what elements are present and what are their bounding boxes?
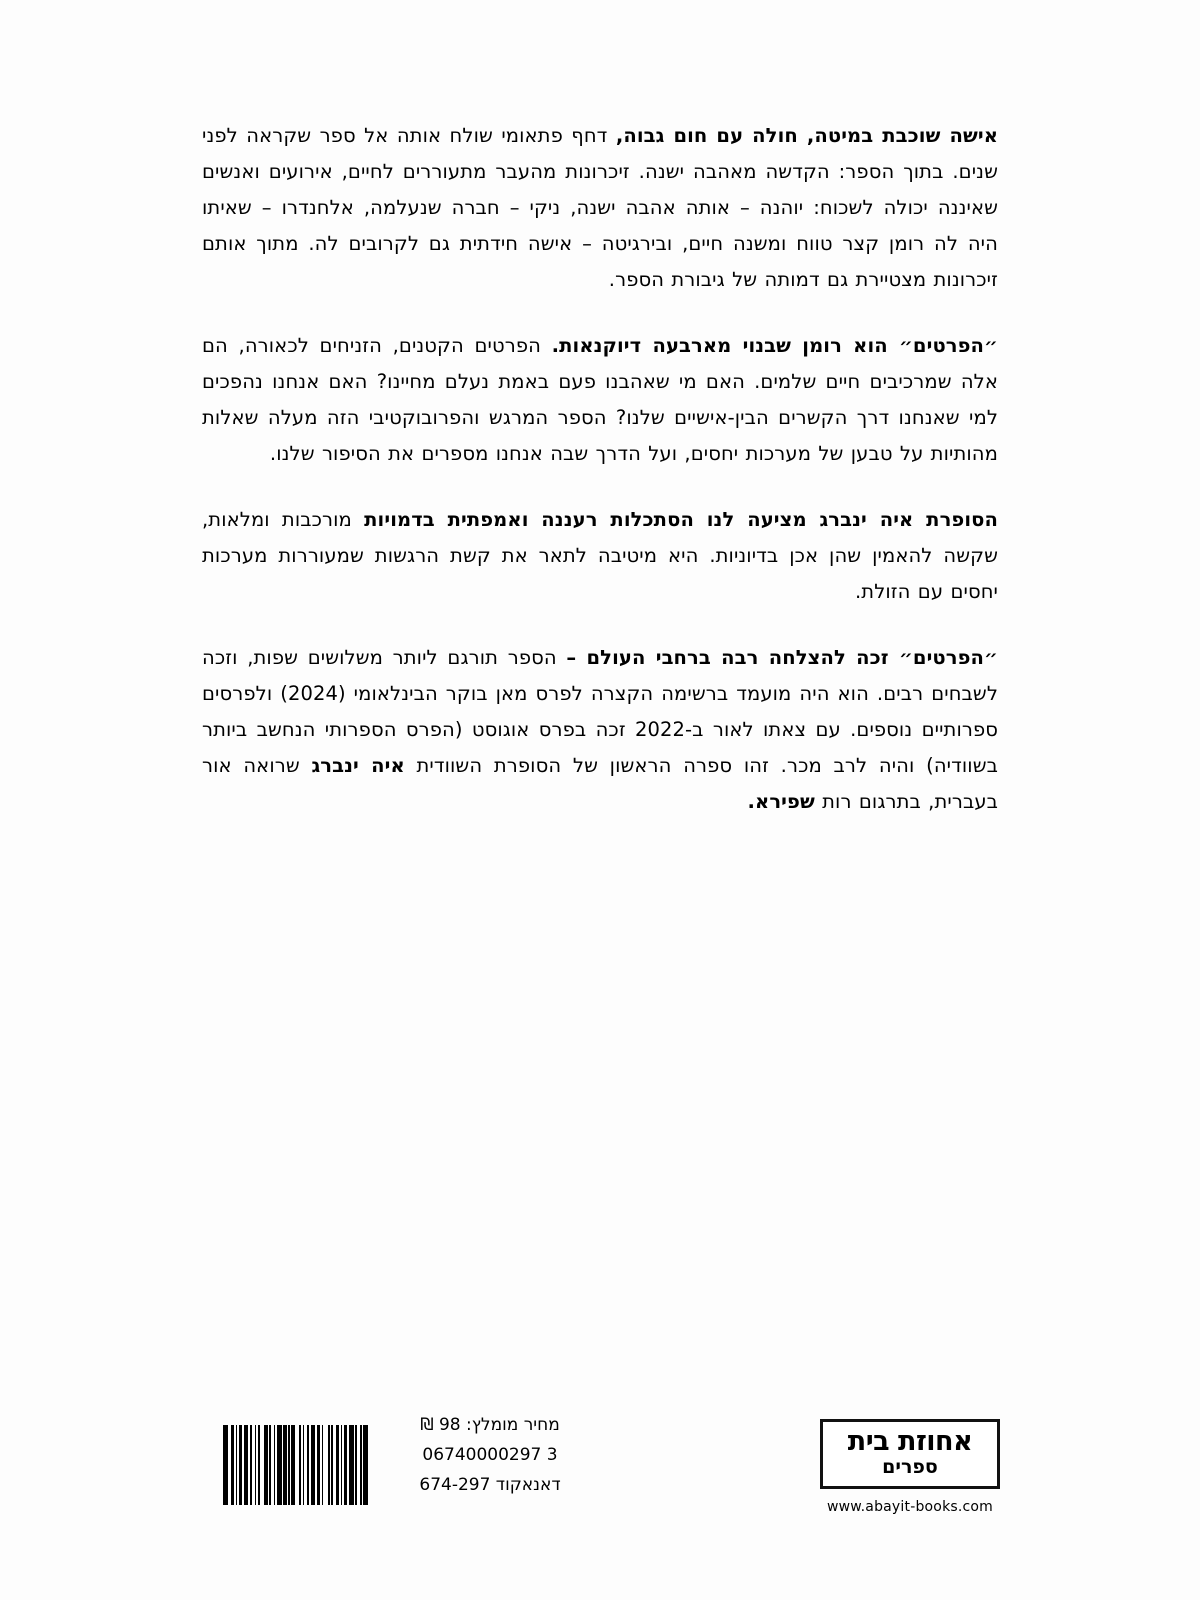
barcode-bar: [291, 1425, 294, 1505]
barcode-bar: [344, 1425, 347, 1505]
barcode-bar: [264, 1425, 267, 1505]
barcode-bar: [260, 1425, 265, 1505]
paragraph-3: [202, 502, 998, 610]
barcode-bar: [228, 1425, 231, 1505]
barcode-bar: [311, 1425, 316, 1505]
paragraph-3-body: מורכבות ומלאות, שקשה להאמין שהן אכן בדיוניות. היא מיטיבה לתאר את קשת הרגשות שמעוררות מערכות יחסים עם הזולת.: [202, 508, 998, 603]
barcode-bar: [349, 1425, 354, 1505]
barcode-bar: [236, 1425, 238, 1505]
barcode-bar: [287, 1425, 289, 1505]
barcode-bar: [362, 1425, 364, 1505]
barcode-bar: [242, 1425, 244, 1505]
barcode-bar: [331, 1425, 333, 1505]
barcode-bar: [271, 1425, 274, 1505]
barcode-bar: [258, 1425, 260, 1505]
publisher-subtitle: ספרים: [882, 1456, 938, 1479]
barcode-bar: [309, 1425, 311, 1505]
isbn-number: 06740000297 3: [422, 1445, 558, 1465]
barcode-bar: [252, 1425, 255, 1505]
paragraph-1-body: דחף פתאומי שולח אותה אל ספר שקראה לפני שנים. בתוך הספר: הקדשה מאהבה ישנה. זיכרונות מהעבר מתעוררים לחיים, אירועים ואנשים שאיננה יכולה לשכוח: יוהנה – אותה אהבה ישנה, ניקי – חברה שנעלמה, אלחנדרו – שאיתו היה לה רומן קצר טווח ומשנה חיים, ובירגיטה – אישה חידתית גם לקרובים לה. מתוך אותם זיכרונות מצטיירת גם דמותה של גיבורת הספר.: [202, 124, 998, 291]
barcode-bar: [328, 1425, 330, 1505]
barcode-bar: [255, 1425, 257, 1505]
barcode-bar: [231, 1425, 234, 1505]
publisher-logo[interactable]: [820, 1419, 1000, 1515]
price-and-codes: [370, 1410, 610, 1500]
barcode-bar: [268, 1425, 270, 1505]
barcode-bar: [360, 1425, 362, 1505]
barcode-bar: [354, 1425, 356, 1505]
barcode-bar: [339, 1425, 341, 1505]
barcode-bar: [342, 1425, 344, 1505]
barcode-bar: [322, 1425, 324, 1505]
barcode-bar: [341, 1425, 343, 1505]
barcode-bar: [330, 1425, 332, 1505]
publisher-logo-box: [820, 1419, 1000, 1489]
barcode-bars: [200, 1425, 368, 1505]
barcode-bar: [304, 1425, 307, 1505]
publisher-website[interactable]: www.abayit-books.com: [826, 1499, 994, 1515]
barcode-bar: [256, 1425, 258, 1505]
barcode-bar: [223, 1425, 228, 1505]
barcode-bar: [244, 1425, 249, 1505]
barcode-bar: [357, 1425, 360, 1505]
barcode-bar: [315, 1425, 317, 1505]
publisher-name: אחוזת בית: [847, 1425, 973, 1457]
barcode-bar: [355, 1425, 357, 1505]
barcode-bar: [234, 1425, 236, 1505]
barcode-bar: [239, 1425, 242, 1505]
barcode-bar: [275, 1425, 277, 1505]
barcode-bar: [221, 1425, 223, 1505]
barcode-bar: [301, 1425, 303, 1505]
barcode-bar: [347, 1425, 349, 1505]
barcode-bar: [303, 1425, 305, 1505]
paragraph-1-lead: אישה שוכבת במיטה, חולה עם חום גבוה,: [615, 124, 998, 147]
paragraph-4: [202, 640, 998, 820]
barcode: [200, 1425, 368, 1505]
barcode-bar: [283, 1425, 286, 1505]
barcode-bar: [250, 1425, 252, 1505]
author-name: איה ינברג: [311, 754, 405, 777]
barcode-bar: [274, 1425, 276, 1505]
barcode-bar: [307, 1425, 309, 1505]
barcode-bar: [333, 1425, 336, 1505]
paragraph-2-lead: ״הפרטים״ הוא רומן שבנוי מארבעה דיוקנאות.: [551, 334, 998, 357]
price-label: מחיר מומלץ: 98 ₪: [420, 1415, 560, 1435]
barcode-bar: [269, 1425, 271, 1505]
translator-name: שפירא.: [747, 790, 815, 813]
barcode-bar: [323, 1425, 328, 1505]
barcode-bar: [290, 1425, 292, 1505]
paragraph-2-body: הפרטים הקטנים, הזניחים לכאורה, הם אלה שמרכיבים חיים שלמים. האם מי שאהבנו פעם באמת נעלם מחיינו? האם אנחנו נהפכים למי שאנחנו דרך הקשרים הבין-אישיים שלנו? הספר המרגש והפרובוקטיבי הזה מעלה שאלות מהותיות על טבען של מערכות יחסים, ועל הדרך שבה אנחנו מספרים את הסיפור שלנו.: [202, 334, 998, 465]
paragraph-4-lead: ״הפרטים״ זכה להצלחה רבה ברחבי העולם –: [566, 646, 998, 669]
danacode-number: דאנאקוד 674-297: [419, 1475, 561, 1495]
barcode-bar: [295, 1425, 300, 1505]
barcode-bar: [320, 1425, 322, 1505]
barcode-bar: [277, 1425, 282, 1505]
paragraph-2: [202, 328, 998, 472]
barcode-bar: [299, 1425, 301, 1505]
barcode-bar: [317, 1425, 320, 1505]
paragraph-1: [202, 118, 998, 298]
barcode-bar: [282, 1425, 284, 1505]
barcode-bar: [237, 1425, 239, 1505]
paragraph-4-body: הספר תורגם ליותר משלושים שפות, וזכה לשבחים רבים. הוא היה מועמד ברשימה הקצרה לפרס מאן בוקר הבינלאומי (2024) ולפרסים ספרותיים נוספים. עם צאתו לאור ב-2022 זכה בפרס אוגוסט (הפרס הספרותי הנחשב ביותר בשוודיה) והיה לרב מכר. זהו ספרה הראשון של הסופרת השוודית: [202, 646, 999, 777]
barcode-bar: [248, 1425, 250, 1505]
paragraph-4-body-2: שרואה אור בעברית, בתרגום רות: [202, 754, 998, 813]
barcode-bar: [288, 1425, 290, 1505]
cover-footer: [0, 1380, 1200, 1600]
paragraph-3-lead: הסופרת איה ינברג מציעה לנו הסתכלות רעננה ואמפתית בדמויות: [364, 508, 998, 531]
blurb-text-block: [202, 118, 998, 820]
barcode-bar: [363, 1425, 368, 1505]
barcode-bar: [336, 1425, 339, 1505]
